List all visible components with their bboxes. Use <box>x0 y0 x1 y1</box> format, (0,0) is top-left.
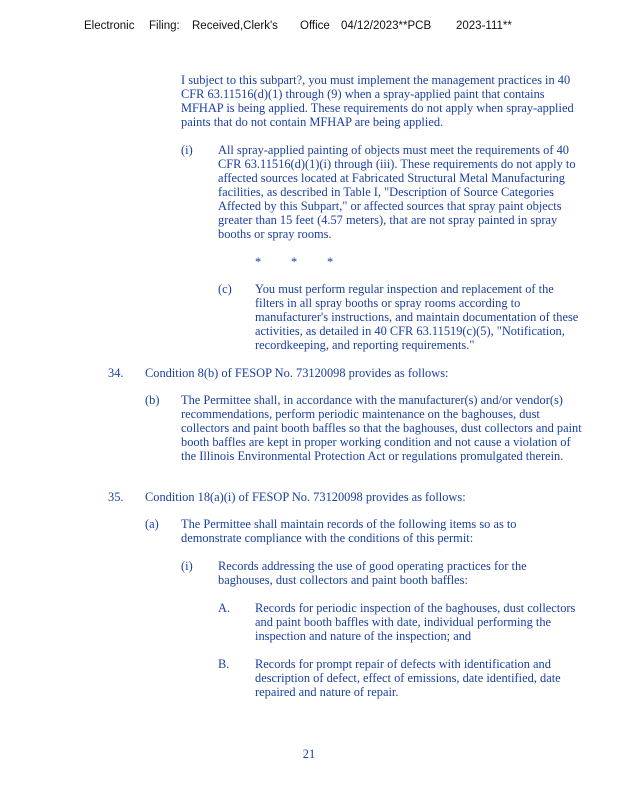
header-date: 04/12/2023**PCB <box>341 20 432 32</box>
star-2: * <box>291 255 298 269</box>
condition-34-sub-label: (b) <box>145 393 160 407</box>
header-case-number: 2023-111** <box>456 20 512 32</box>
item-i-top-text: All spray-applied painting of objects must meet the requirements of 40 CFR 63.11516(d)(1)(i) through (iii). These requirements do not apply to affected sources located at Fabricated Structural Metal Manufacturing facilities, as described in Table I, "Description of Source Categories Affected by this Subpart," or affected sources that spray paint objects greater than 15 feet (4.57 meters), that are not spray painted in spray booths or spray rooms. <box>218 143 576 241</box>
item-i-top-label: (i) <box>181 143 193 157</box>
condition-34-sub-text: The Permittee shall, in accordance with the manufacturer(s) and/or vendor(s) recommendations, perform periodic maintenance on the baghouses, dust collectors and paint booth baffles so that the baghouses, dust collectors and paint booth baffles are kept in proper working condition and not cause a violation of the Illinois Environmental Protection Act or regulations promulgated therein. <box>181 393 582 463</box>
header-electronic: Electronic <box>84 20 135 32</box>
star-1: * <box>255 255 262 269</box>
condition-35-sub-label: (a) <box>145 517 159 531</box>
condition-35-number: 35. <box>108 490 124 504</box>
item-B-text: Records for prompt repair of defects with identification and description of defect, effect of emissions, date identified, date repaired and nature of repair. <box>255 657 561 699</box>
condition-35-heading: Condition 18(a)(i) of FESOP No. 73120098 provides as follows: <box>145 490 466 504</box>
condition-35-item-i-label: (i) <box>181 559 193 573</box>
item-c-text: You must perform regular inspection and replacement of the filters in all spray booths or spray rooms according to manufacturer's instructions, and maintain documentation of these activities, as detailed in 40 CFR 63.11519(c)(5), "Notification, recordkeeping, and reporting requirements." <box>255 282 579 352</box>
star-3: * <box>327 255 334 269</box>
item-A-label: A. <box>218 601 231 615</box>
condition-34-heading: Condition 8(b) of FESOP No. 73120098 provides as follows: <box>145 366 449 380</box>
condition-35-sub-text: The Permittee shall maintain records of the following items so as to demonstrate compliance with the conditions of this permit: <box>181 517 517 545</box>
header-filing: Filing: <box>149 20 180 32</box>
item-c-label: (c) <box>218 282 232 296</box>
item-B-label: B. <box>218 657 230 671</box>
header-office: Office <box>300 20 330 32</box>
condition-34-number: 34. <box>108 366 124 380</box>
item-A-text: Records for periodic inspection of the baghouses, dust collectors and paint booth baffles with date, individual performing the inspection and nature of the inspection; and <box>255 601 576 643</box>
condition-35-item-i-text: Records addressing the use of good operating practices for the baghouses, dust collectors and paint booth baffles: <box>218 559 527 587</box>
page-number: 21 <box>302 747 316 761</box>
intro-paragraph: I subject to this subpart?, you must implement the management practices in 40 CFR 63.11516(d)(1) through (9) when a spray-applied paint that contains MFHAP is being applied. These requirements do not apply when spray-applied paints that do not contain MFHAP are being applied. <box>181 73 574 129</box>
header-received: Received,Clerk's <box>192 20 278 32</box>
